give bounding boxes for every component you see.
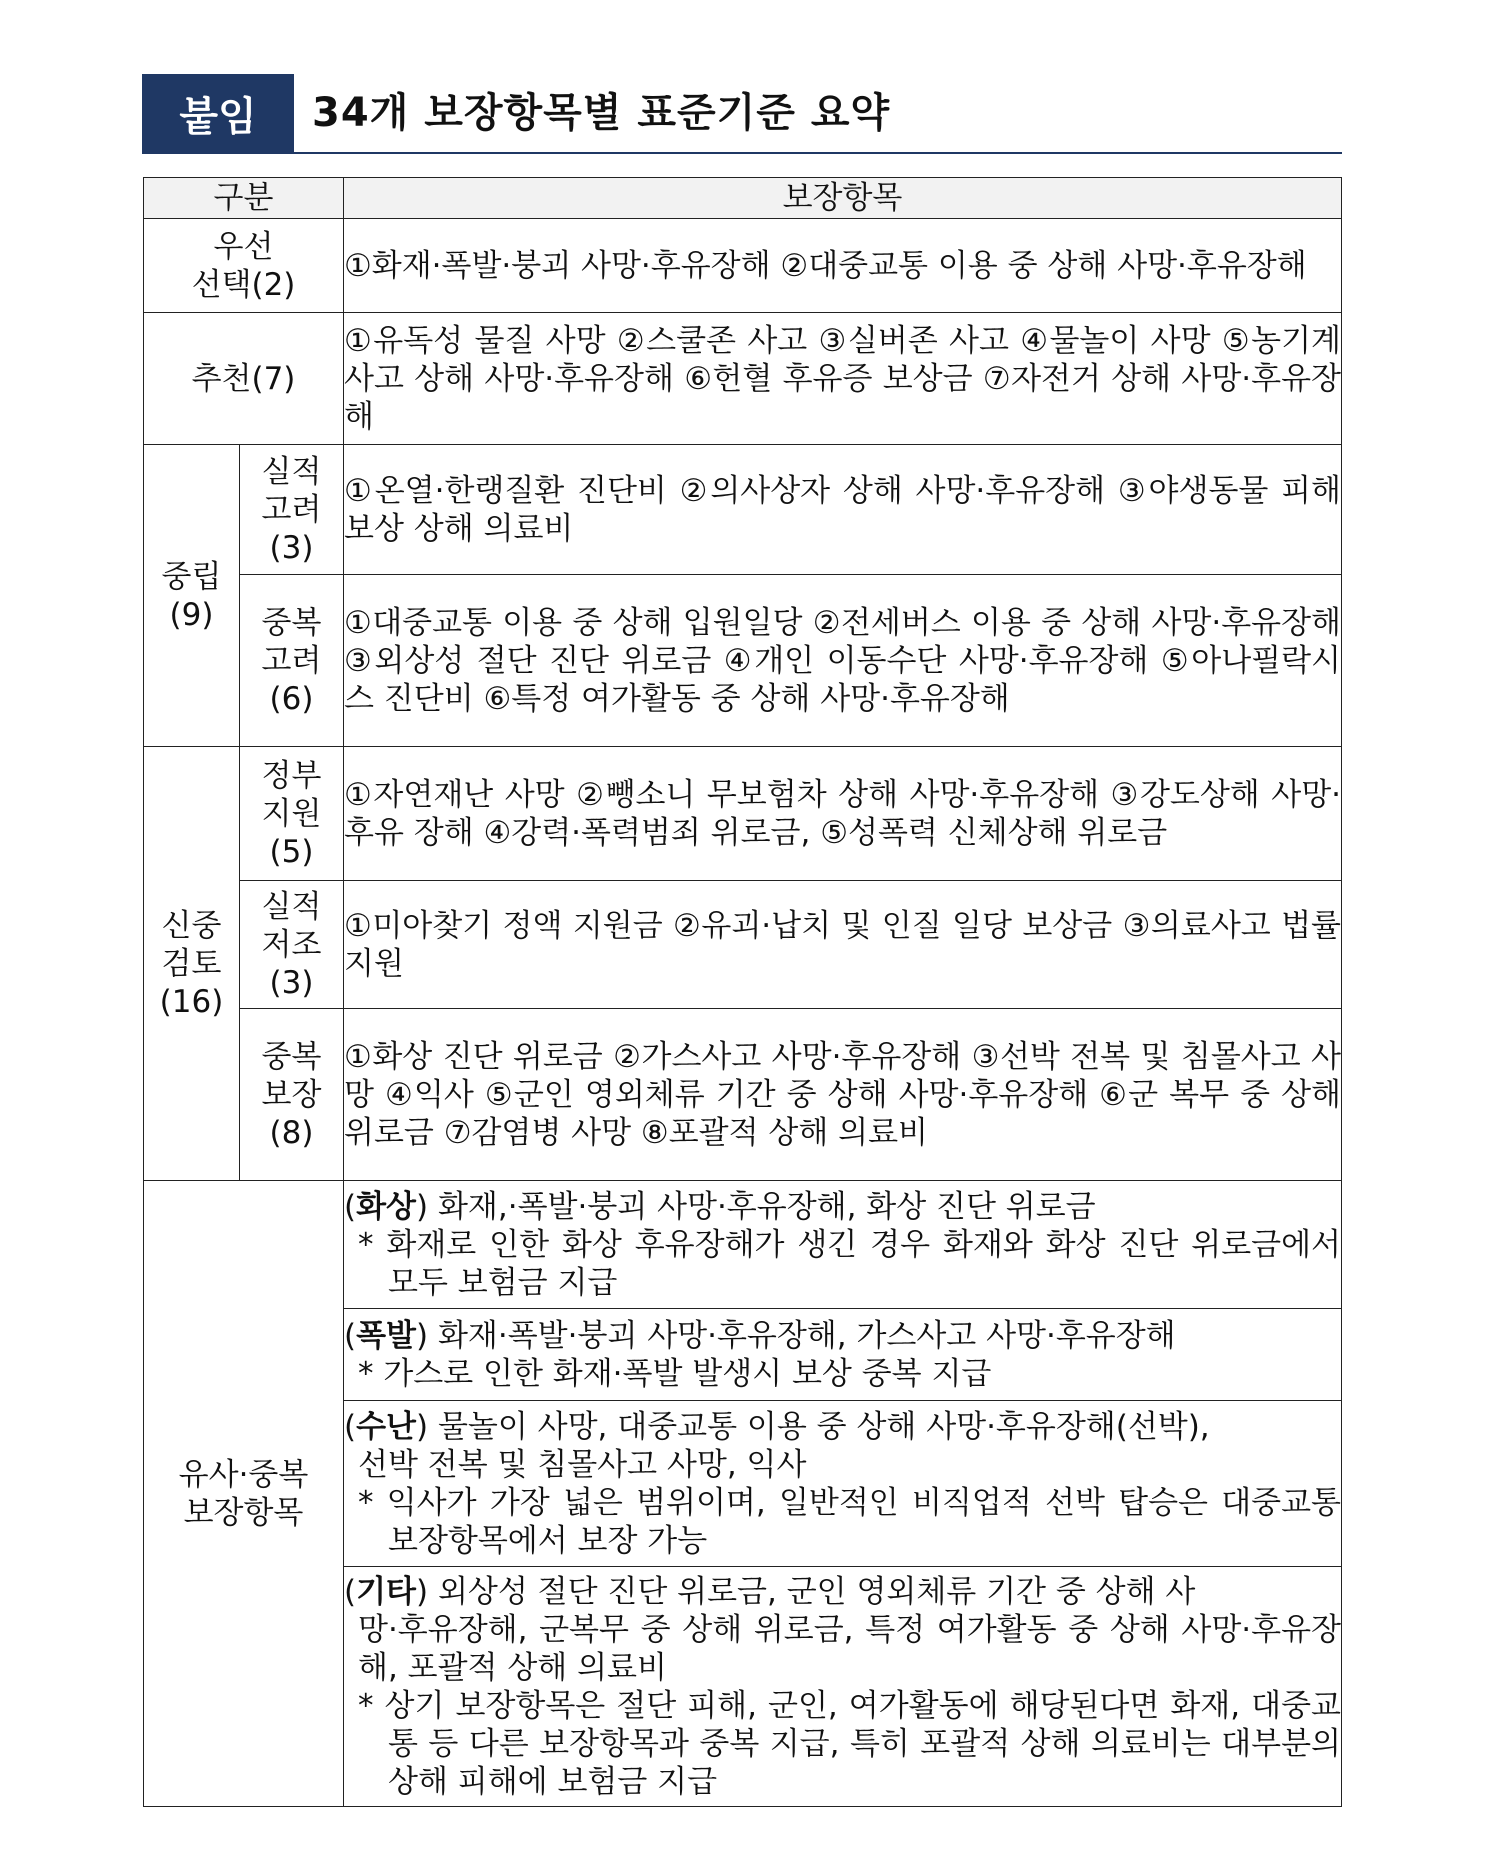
table-row-recommended — [144, 313, 1342, 445]
table-row-neutral-performance — [144, 445, 1342, 575]
subcategory-duplicate-consider: 중복 고려 (6) — [240, 575, 344, 747]
subcategory-low-performance: 실적 저조 (3) — [240, 881, 344, 1009]
items-careful-government: ①자연재난 사망 ②뺑소니 무보험차 상해 사망·후유장해 ③강도상해 사망·후유 장해 ④강력·폭력범죄 위로금, ⑤성폭력 신체상해 위로금 — [344, 747, 1342, 881]
category-recommended: 추천(7) — [144, 313, 344, 445]
group-tag-burn: 화상 — [356, 1188, 417, 1225]
subcategory-duplicate-coverage: 중복 보장 (8) — [240, 1009, 344, 1181]
category-similar-duplicate: 유사·중복 보장항목 — [144, 1181, 344, 1807]
table-row-careful-duplicate — [144, 1009, 1342, 1181]
items-priority: ①화재·폭발·붕괴 사망·후유장해 ②대중교통 이용 중 상해 사망·후유장해 — [344, 219, 1342, 313]
header-items: 보장항목 — [344, 178, 1342, 219]
attachment-badge: 붙임 — [142, 74, 294, 152]
group-tag-etc: 기타 — [356, 1573, 417, 1610]
table-row-priority — [144, 219, 1342, 313]
note-etc: * 상기 보장항목은 절단 피해, 군인, 여가활동에 해당된다면 화재, 대중교통 등 다른 보장항목과 중복 지급, 특히 포괄적 상해 의료비는 대부분의 상해 피해에 보험금 지급 — [358, 1687, 1341, 1800]
table-header-row — [144, 178, 1342, 219]
items-similar-burn: (화상) 화재,·폭발·붕괴 사망·후유장해, 화상 진단 위로금 * 화재로 인한 화상 후유장해가 생긴 경우 화재와 화상 진단 위로금에서 모두 보험금 지급 — [344, 1181, 1342, 1309]
items-neutral-performance: ①온열·한랭질환 진단비 ②의사상자 상해 사망·후유장해 ③야생동물 피해보상 상해 의료비 — [344, 445, 1342, 575]
note-water: * 익사가 가장 넓은 범위이며, 일반적인 비직업적 선박 탑승은 대중교통 보장항목에서 보장 가능 — [358, 1484, 1341, 1559]
table-row-careful-low-performance — [144, 881, 1342, 1009]
items-recommended: ①유독성 물질 사망 ②스쿨존 사고 ③실버존 사고 ④물놀이 사망 ⑤농기계 사고 상해 사망·후유장해 ⑥헌혈 후유증 보상금 ⑦자전거 상해 사망·후유장해 — [344, 313, 1342, 445]
coverage-summary-table — [143, 177, 1342, 1807]
table-row-similar-burn — [144, 1181, 1342, 1309]
group-tag-water: 수난 — [356, 1408, 417, 1445]
table-row-neutral-duplicate — [144, 575, 1342, 747]
group-tag-explosion: 폭발 — [356, 1317, 417, 1354]
page-header — [142, 74, 1342, 154]
category-priority: 우선 선택(2) — [144, 219, 344, 313]
header-category: 구분 — [144, 178, 344, 219]
category-careful-review: 신중 검토 (16) — [144, 747, 240, 1181]
items-careful-low-performance: ①미아찾기 정액 지원금 ②유괴·납치 및 인질 일당 보상금 ③의료사고 법률지원 — [344, 881, 1342, 1009]
subcategory-government-support: 정부 지원 (5) — [240, 747, 344, 881]
page-title: 34개 보장항목별 표준기준 요약 — [312, 90, 891, 136]
category-neutral: 중립 (9) — [144, 445, 240, 747]
note-explosion: * 가스로 인한 화재·폭발 발생시 보상 중복 지급 — [358, 1355, 992, 1392]
table-row-careful-government — [144, 747, 1342, 881]
subcategory-performance-consider: 실적 고려 (3) — [240, 445, 344, 575]
items-neutral-duplicate: ①대중교통 이용 중 상해 입원일당 ②전세버스 이용 중 상해 사망·후유장해 ③외상성 절단 진단 위로금 ④개인 이동수단 사망·후유장해 ⑤아나필락시스 진단비 ⑥특정 여가활동 중 상해 사망·후유장해 — [344, 575, 1342, 747]
items-careful-duplicate: ①화상 진단 위로금 ②가스사고 사망·후유장해 ③선박 전복 및 침몰사고 사망 ④익사 ⑤군인 영외체류 기간 중 상해 사망·후유장해 ⑥군 복무 중 상해 위로금 ⑦감염병 사망 ⑧포괄적 상해 의료비 — [344, 1009, 1342, 1181]
items-similar-etc: (기타) 외상성 절단 진단 위로금, 군인 영외체류 기간 중 상해 사 망·후유장해, 군복무 중 상해 위로금, 특정 여가활동 중 상해 사망·후유장해, 포괄적 상해 의료비 * 상기 보장항목은 절단 피해, 군인, 여가활동에 해당된다면 화재, 대중교통 등 다른 보장항목과 중복 지급, 특히 포괄적 상해 의료비는 대부분의 상해 피해에 보험금 지급 — [344, 1567, 1342, 1807]
items-similar-explosion: (폭발) 화재·폭발·붕괴 사망·후유장해, 가스사고 사망·후유장해 * 가스로 인한 화재·폭발 발생시 보상 중복 지급 — [344, 1309, 1342, 1401]
items-similar-water: (수난) 물놀이 사망, 대중교통 이용 중 상해 사망·후유장해(선박), 선박 전복 및 침몰사고 사망, 익사 * 익사가 가장 넓은 범위이며, 일반적인 비직업적 선박 탑승은 대중교통 보장항목에서 보장 가능 — [344, 1401, 1342, 1567]
note-burn: * 화재로 인한 화상 후유장해가 생긴 경우 화재와 화상 진단 위로금에서 모두 보험금 지급 — [358, 1226, 1341, 1301]
